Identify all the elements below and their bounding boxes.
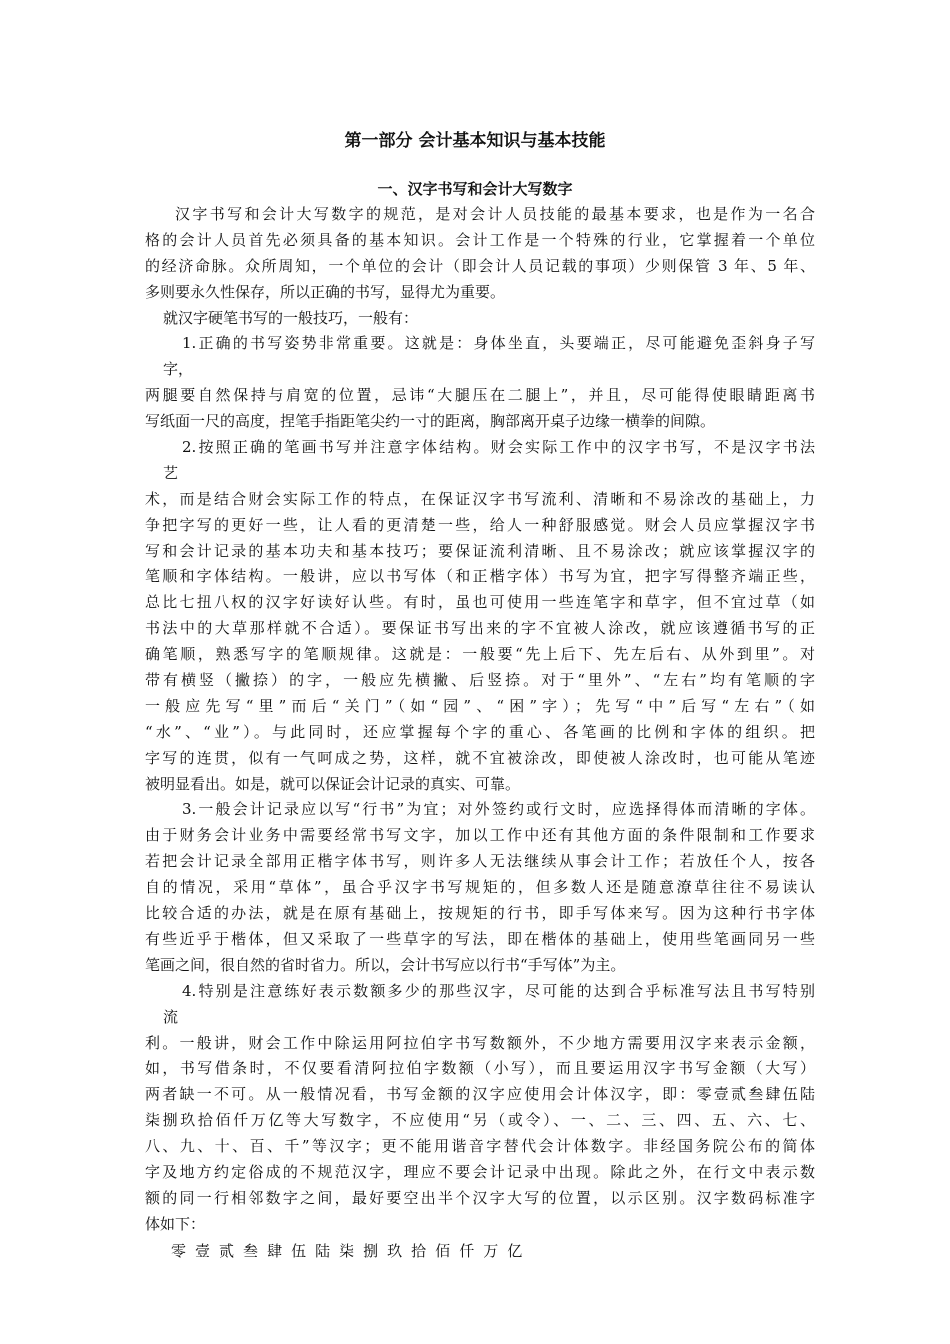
capital-digit: 仟 bbox=[459, 1241, 475, 1260]
text-line: 一般应先写“里”而后“关门”（如“园”、“困”字）；先写“中”后写“左右”（如 bbox=[145, 696, 815, 715]
text-line: 笔顺和字体结构。一般讲，应以书写体（和正楷字体）书写为宜，把字写得整齐端正些， bbox=[145, 567, 815, 586]
capital-digits-row bbox=[145, 1238, 815, 1264]
text-line: 字写的连贯，似有一气呵成之势，这样，就不宜被涂改，即使被人涂改时，也可能从笔迹 bbox=[145, 748, 815, 767]
text-line: 有些近乎于楷体，但又采取了一些草字的写法，即在楷体的基础上，使用些笔画同另一些 bbox=[145, 929, 815, 948]
text-line: 八、九、十、百、千”等汉字；更不能用谐音字替代会计体数字。非经国务院公布的简体 bbox=[145, 1137, 815, 1156]
text-line: 两者缺一不可。从一般情况看，书写金额的汉字应使用会计体汉字，即：零壹贰叁肆伍陆 bbox=[145, 1085, 815, 1104]
text-line: 1.正确的书写姿势非常重要。这就是：身体坐直，头要端正，尽可能避免歪斜身子写 bbox=[182, 334, 815, 353]
text-line: 多则要永久性保存，所以正确的书写，显得尤为重要。 bbox=[145, 282, 506, 301]
text-line: 额的同一行相邻数字之间，最好要空出半个汉字大写的位置，以示区别。汉字数码标准字 bbox=[145, 1188, 815, 1207]
capital-digit: 叁 bbox=[243, 1241, 259, 1260]
text-line: 若把会计记录全部用正楷字体书写，则许多人无法继续从事会计工作；若放任个人，按各 bbox=[145, 852, 815, 871]
text-line: 被明显看出。如是，就可以保证会计记录的真实、可靠。 bbox=[145, 774, 521, 793]
section-heading: 一、汉字书写和会计大写数字 bbox=[377, 180, 573, 198]
text-line: 4.特别是注意练好表示数额多少的那些汉字，尽可能的达到合乎标准写法且书写特别 bbox=[182, 981, 815, 1000]
text-line: 如，书写借条时，不仅要看清阿拉伯字数额（小写），而且要运用汉字书写金额（大写） bbox=[145, 1059, 815, 1078]
text-line: 艺 bbox=[163, 463, 179, 482]
capital-digit: 万 bbox=[483, 1241, 499, 1260]
text-line: 格的会计人员首先必须具备的基本知识。会计工作是一个特殊的行业，它掌握着一个单位 bbox=[145, 230, 815, 249]
capital-digit: 亿 bbox=[507, 1241, 523, 1260]
text-line: 笔画之间，很自然的省时省力。所以，会计书写应以行书“手写体”为主。 bbox=[145, 955, 626, 974]
capital-digit: 柒 bbox=[339, 1241, 355, 1260]
text-line: 3.一般会计记录应以写“行书”为宜；对外签约或行文时，应选择得体而清晰的字体。 bbox=[182, 800, 815, 819]
text-line: 汉字书写和会计大写数字的规范，是对会计人员技能的最基本要求，也是作为一名合 bbox=[175, 205, 815, 223]
text-line: 比较合适的办法，就是在原有基础上，按规矩的行书，即手写体来写。因为这种行书字体 bbox=[145, 904, 815, 923]
capital-digit: 伍 bbox=[291, 1241, 307, 1260]
capital-digit: 零 bbox=[171, 1241, 187, 1260]
text-line: 字， bbox=[163, 360, 194, 379]
capital-digit: 拾 bbox=[411, 1241, 427, 1260]
text-line: 体如下： bbox=[145, 1214, 206, 1233]
text-line: 书法中的大草那样就不合适）。要保证书写出来的字不宜被人涂改，就应该遵循书写的正 bbox=[145, 619, 815, 638]
text-line: 术，而是结合财会实际工作的特点，在保证汉字书写流利、清晰和不易涂改的基础上，力 bbox=[145, 489, 815, 508]
text-line: 字及地方约定俗成的不规范汉字，理应不要会计记录中出现。除此之外，在行文中表示数 bbox=[145, 1162, 815, 1181]
page-title: 第一部分 会计基本知识与基本技能 bbox=[344, 131, 606, 151]
text-line: 就汉字硬笔书写的一般技巧，一般有： bbox=[163, 308, 419, 327]
capital-digit: 捌 bbox=[363, 1241, 379, 1260]
text-line: 的经济命脉。众所周知，一个单位的会计（即会计人员记载的事项）少则保管 3 年、5 年、 bbox=[145, 256, 815, 275]
document-body bbox=[145, 202, 815, 1264]
text-line: 确笔顺，熟悉写字的笔顺规律。这就是：一般要“先上后下、先左后右、从外到里”。对 bbox=[145, 645, 815, 664]
capital-digit: 壹 bbox=[195, 1241, 211, 1260]
text-line: 总比七扭八权的汉字好读好认些。有时，虽也可使用一些连笔字和草字，但不宜过草（如 bbox=[145, 593, 815, 612]
text-line: 由于财务会计业务中需要经常书写文字，加以工作中还有其他方面的条件限制和工作要求 bbox=[145, 826, 815, 845]
text-line: 2.按照正确的笔画书写并注意字体结构。财会实际工作中的汉字书写，不是汉字书法 bbox=[182, 438, 815, 457]
text-line: 柒捌玖拾佰仟万亿等大写数字，不应使用“另（或令）、一、二、三、四、五、六、七、 bbox=[145, 1111, 815, 1130]
text-line: 争把字写的更好一些，让人看的更清楚一些，给人一种舒服感觉。财会人员应掌握汉字书 bbox=[145, 515, 815, 534]
text-line: 写纸面一尺的高度，捏笔手指距笔尖约一寸的距离，胸部离开桌子边缘一横拳的间隙。 bbox=[145, 412, 716, 431]
text-line: 自的情况，采用“草体”，虽合乎汉字书写规矩的，但多数人还是随意潦草往往不易读认 bbox=[145, 878, 815, 897]
capital-digit: 肆 bbox=[267, 1241, 283, 1260]
text-line: 两腿要自然保持与肩宽的位置，忌讳“大腿压在二腿上”，并且，尽可能得使眼睛距离书 bbox=[145, 386, 815, 405]
capital-digit: 玖 bbox=[387, 1241, 403, 1260]
capital-digit: 陆 bbox=[315, 1241, 331, 1260]
text-line: 流 bbox=[163, 1007, 179, 1026]
text-line: 带有横竖（撇捺）的字，一般应先横撇、后竖捺。对于“里外”、“左右”均有笔顺的字 bbox=[145, 671, 815, 690]
text-line: 利。一般讲，财会工作中除运用阿拉伯字书写数额外，不少地方需要用汉字来表示金额， bbox=[145, 1033, 815, 1052]
capital-digit: 贰 bbox=[219, 1241, 235, 1260]
text-line: “水”、“业”）。与此同时，还应掌握每个字的重心、各笔画的比例和字体的组织。把 bbox=[145, 722, 815, 741]
capital-digit: 佰 bbox=[435, 1241, 451, 1260]
text-line: 写和会计记录的基本功夫和基本技巧；要保证流利清晰、且不易涂改；就应该掌握汉字的 bbox=[145, 541, 815, 560]
